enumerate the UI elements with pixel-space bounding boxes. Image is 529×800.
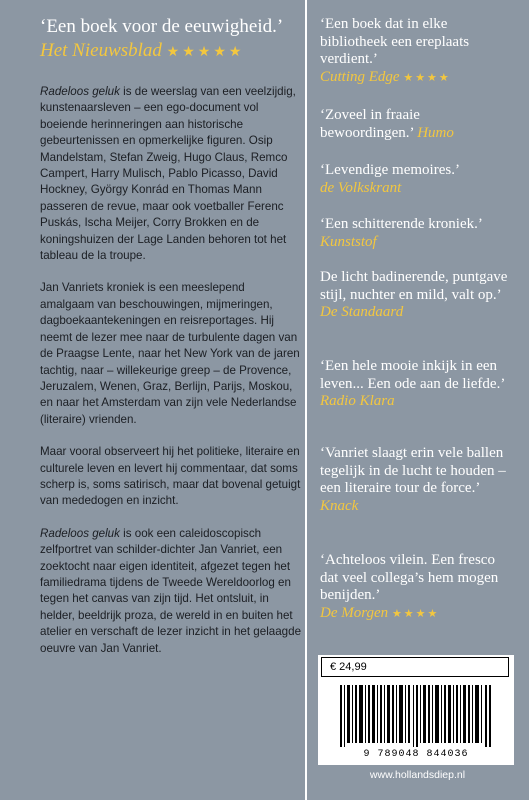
review-rating-stars: ★★★★ [391, 607, 440, 620]
review-quote: ‘Een boek dat in elke bibliotheek een ereplaats verdient.’ [320, 16, 470, 67]
review-1 [320, 16, 515, 87]
review-quote: ‘Levendige memoires.’ [320, 162, 460, 178]
book-title: Radeloos geluk [40, 85, 120, 98]
review-4 [320, 216, 515, 251]
headline-rating-stars: ★★★★★ [166, 45, 245, 60]
book-title: Radeloos geluk [40, 526, 120, 540]
blurb-paragraph-2: Jan Vanriets kroniek is een meeslepend amalgaam van beschouwingen, mijmeringen, dagboekaantekeningen en reisreportages. Hij neemt de lezer mee naar de turbulente dagen van de Praagse Lente, naar het New York van de jaren tachtig, naar – willekeurige greep – de Provence, Jeruzalem, Wenen, Graz, Berlijn, Parijs, Moskou, en naar het Amsterdam van zijn vele Nederlandse (literaire) vrienden. [40, 281, 300, 426]
column-divider [305, 0, 307, 800]
review-source: de Volkskrant [320, 179, 402, 196]
review-quote: ‘Zoveel in fraaie bewoordingen.’ [320, 107, 420, 141]
review-source: Knack [320, 497, 359, 514]
review-quote: ‘Vanriet slaagt erin vele ballen tegelijk in de lucht te houden – een literaire tour de force.’ [320, 445, 506, 496]
review-source: De Standaard [320, 304, 404, 320]
headline-source-name: Het Nieuwsblad [40, 40, 162, 61]
publisher-website: www.hollandsdiep.nl [369, 769, 466, 781]
headline-quote-source [40, 40, 302, 64]
review-source: Kunststof [320, 233, 377, 250]
headline-quote: ‘Een boek voor de eeuwigheid.’ [40, 16, 284, 37]
blurb-text [40, 84, 302, 673]
review-rating-stars: ★★★★ [403, 71, 451, 84]
review-source: De Morgen [320, 604, 389, 621]
review-quote: ‘Een hele mooie inkijk in een leven... Een ode aan de liefde.’ [320, 358, 506, 392]
review-source: Cutting Edge [320, 68, 400, 85]
blurb-paragraph-4: Radeloos geluk is ook een caleidoscopisch zelfportret van schilder-dichter Jan Vanriet, een zoektocht naar eigen identiteit, afgezet tegen het familiedrama tijdens de Tweede Wereldoorlog en tegen het canvas van zijn tijd. Het ontsluit, in helder, beeldrijk proza, de wereld in en buiten het atelier en verschaft de lezer inzicht in het gelaagde oeuvre van Jan Vanriet. [40, 526, 302, 655]
review-quote: De licht badinerende, puntgave stijl, nuchter en mild, valt op.’ [320, 269, 508, 303]
blurb-paragraph-3: Maar vooral observeert hij het politieke, literaire en culturele leven en levert hij commentaar, dat soms scherp is, soms satirisch, maar dat bovenal getuigt van mededogen en inzicht. [40, 445, 301, 508]
barcode-panel [318, 655, 514, 765]
review-quote: ‘Een schitterende kroniek.’ [320, 216, 482, 232]
barcode-icon [340, 685, 492, 747]
review-8 [320, 552, 515, 623]
review-2 [320, 107, 515, 142]
review-5 [320, 269, 515, 322]
review-quote: ‘Achteloos vilein. Een fresco dat veel collega’s hem mogen benijden.’ [320, 552, 499, 603]
blurb-paragraph-1: Radeloos geluk is de weerslag van een veelzijdig, kunstenaarsleven – een ego-document vol boeiende herinneringen aan historische gebeurtenissen en opmerkelijke figuren. Osip Mandelstam, Stefan Zweig, Hugo Claus, Remco Campert, Harry Mulisch, Pablo Picasso, David Hockney, György Konrád en Thomas Mann passeren de revue, maar ook voetballer Ferenc Puskás, Ischa Meijer, Corry Brokken en de koningshuizen der Lage Landen behoren tot het tableau de la troupe. [40, 85, 296, 263]
review-7 [320, 445, 515, 515]
review-source: Humo [417, 124, 454, 141]
isbn-number: 9 789048 844036 [363, 749, 469, 760]
review-3 [320, 162, 515, 197]
review-source: Radio Klara [320, 393, 395, 409]
review-6 [320, 358, 515, 411]
price-label: € 24,99 [321, 657, 509, 677]
